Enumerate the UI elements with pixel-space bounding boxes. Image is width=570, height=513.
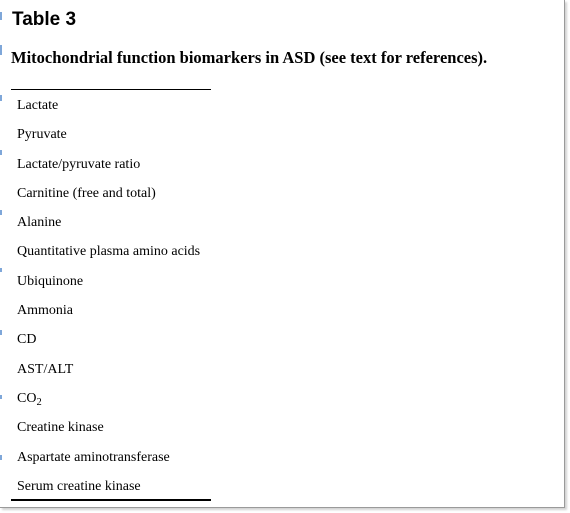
table-row bbox=[17, 184, 200, 213]
margin-mark bbox=[0, 150, 2, 155]
margin-mark bbox=[0, 330, 2, 335]
table-row bbox=[17, 301, 200, 330]
biomarker-name: Alanine bbox=[17, 215, 62, 231]
biomarker-name: CD bbox=[17, 332, 37, 348]
biomarker-name: Serum creatine kinase bbox=[17, 478, 141, 494]
table-top-rule bbox=[11, 89, 211, 90]
biomarker-name: Aspartate aminotransferase bbox=[17, 449, 170, 465]
table-row bbox=[17, 389, 200, 418]
table-row bbox=[17, 418, 200, 447]
table-row bbox=[17, 242, 200, 271]
margin-mark bbox=[0, 95, 2, 101]
biomarker-list bbox=[17, 96, 200, 506]
table-row bbox=[17, 448, 200, 477]
biomarker-name: Carnitine (free and total) bbox=[17, 185, 156, 201]
table-row bbox=[17, 125, 200, 154]
table-row bbox=[17, 360, 200, 389]
table-row bbox=[17, 213, 200, 242]
margin-mark bbox=[0, 210, 2, 215]
table-row bbox=[17, 155, 200, 184]
biomarker-name: Lactate bbox=[17, 98, 59, 113]
margin-mark bbox=[0, 455, 2, 460]
biomarker-name: Ubiquinone bbox=[17, 273, 84, 289]
biomarker-name: Pyruvate bbox=[17, 127, 67, 143]
biomarker-name: Lactate/pyruvate ratio bbox=[17, 156, 141, 172]
margin-mark bbox=[0, 12, 2, 20]
table-row bbox=[17, 272, 200, 301]
margin-mark bbox=[0, 395, 2, 399]
table-row bbox=[17, 477, 200, 506]
table-caption: Mitochondrial function biomarkers in ASD (see text for references). bbox=[11, 48, 488, 67]
table-row bbox=[17, 330, 200, 359]
biomarker-name: CO bbox=[17, 390, 37, 406]
table-label: Table 3 bbox=[12, 9, 77, 30]
margin-marks bbox=[0, 0, 3, 508]
biomarker-name: Creatine kinase bbox=[17, 420, 104, 436]
table-bottom-rule bbox=[11, 499, 211, 501]
biomarker-subscript: 2 bbox=[36, 396, 42, 408]
table-row bbox=[17, 96, 200, 125]
biomarker-name: Quantitative plasma amino acids bbox=[17, 244, 201, 260]
margin-mark bbox=[0, 45, 2, 55]
biomarker-name: AST/ALT bbox=[17, 361, 74, 377]
biomarker-name: Ammonia bbox=[17, 303, 73, 319]
margin-mark bbox=[0, 268, 2, 272]
